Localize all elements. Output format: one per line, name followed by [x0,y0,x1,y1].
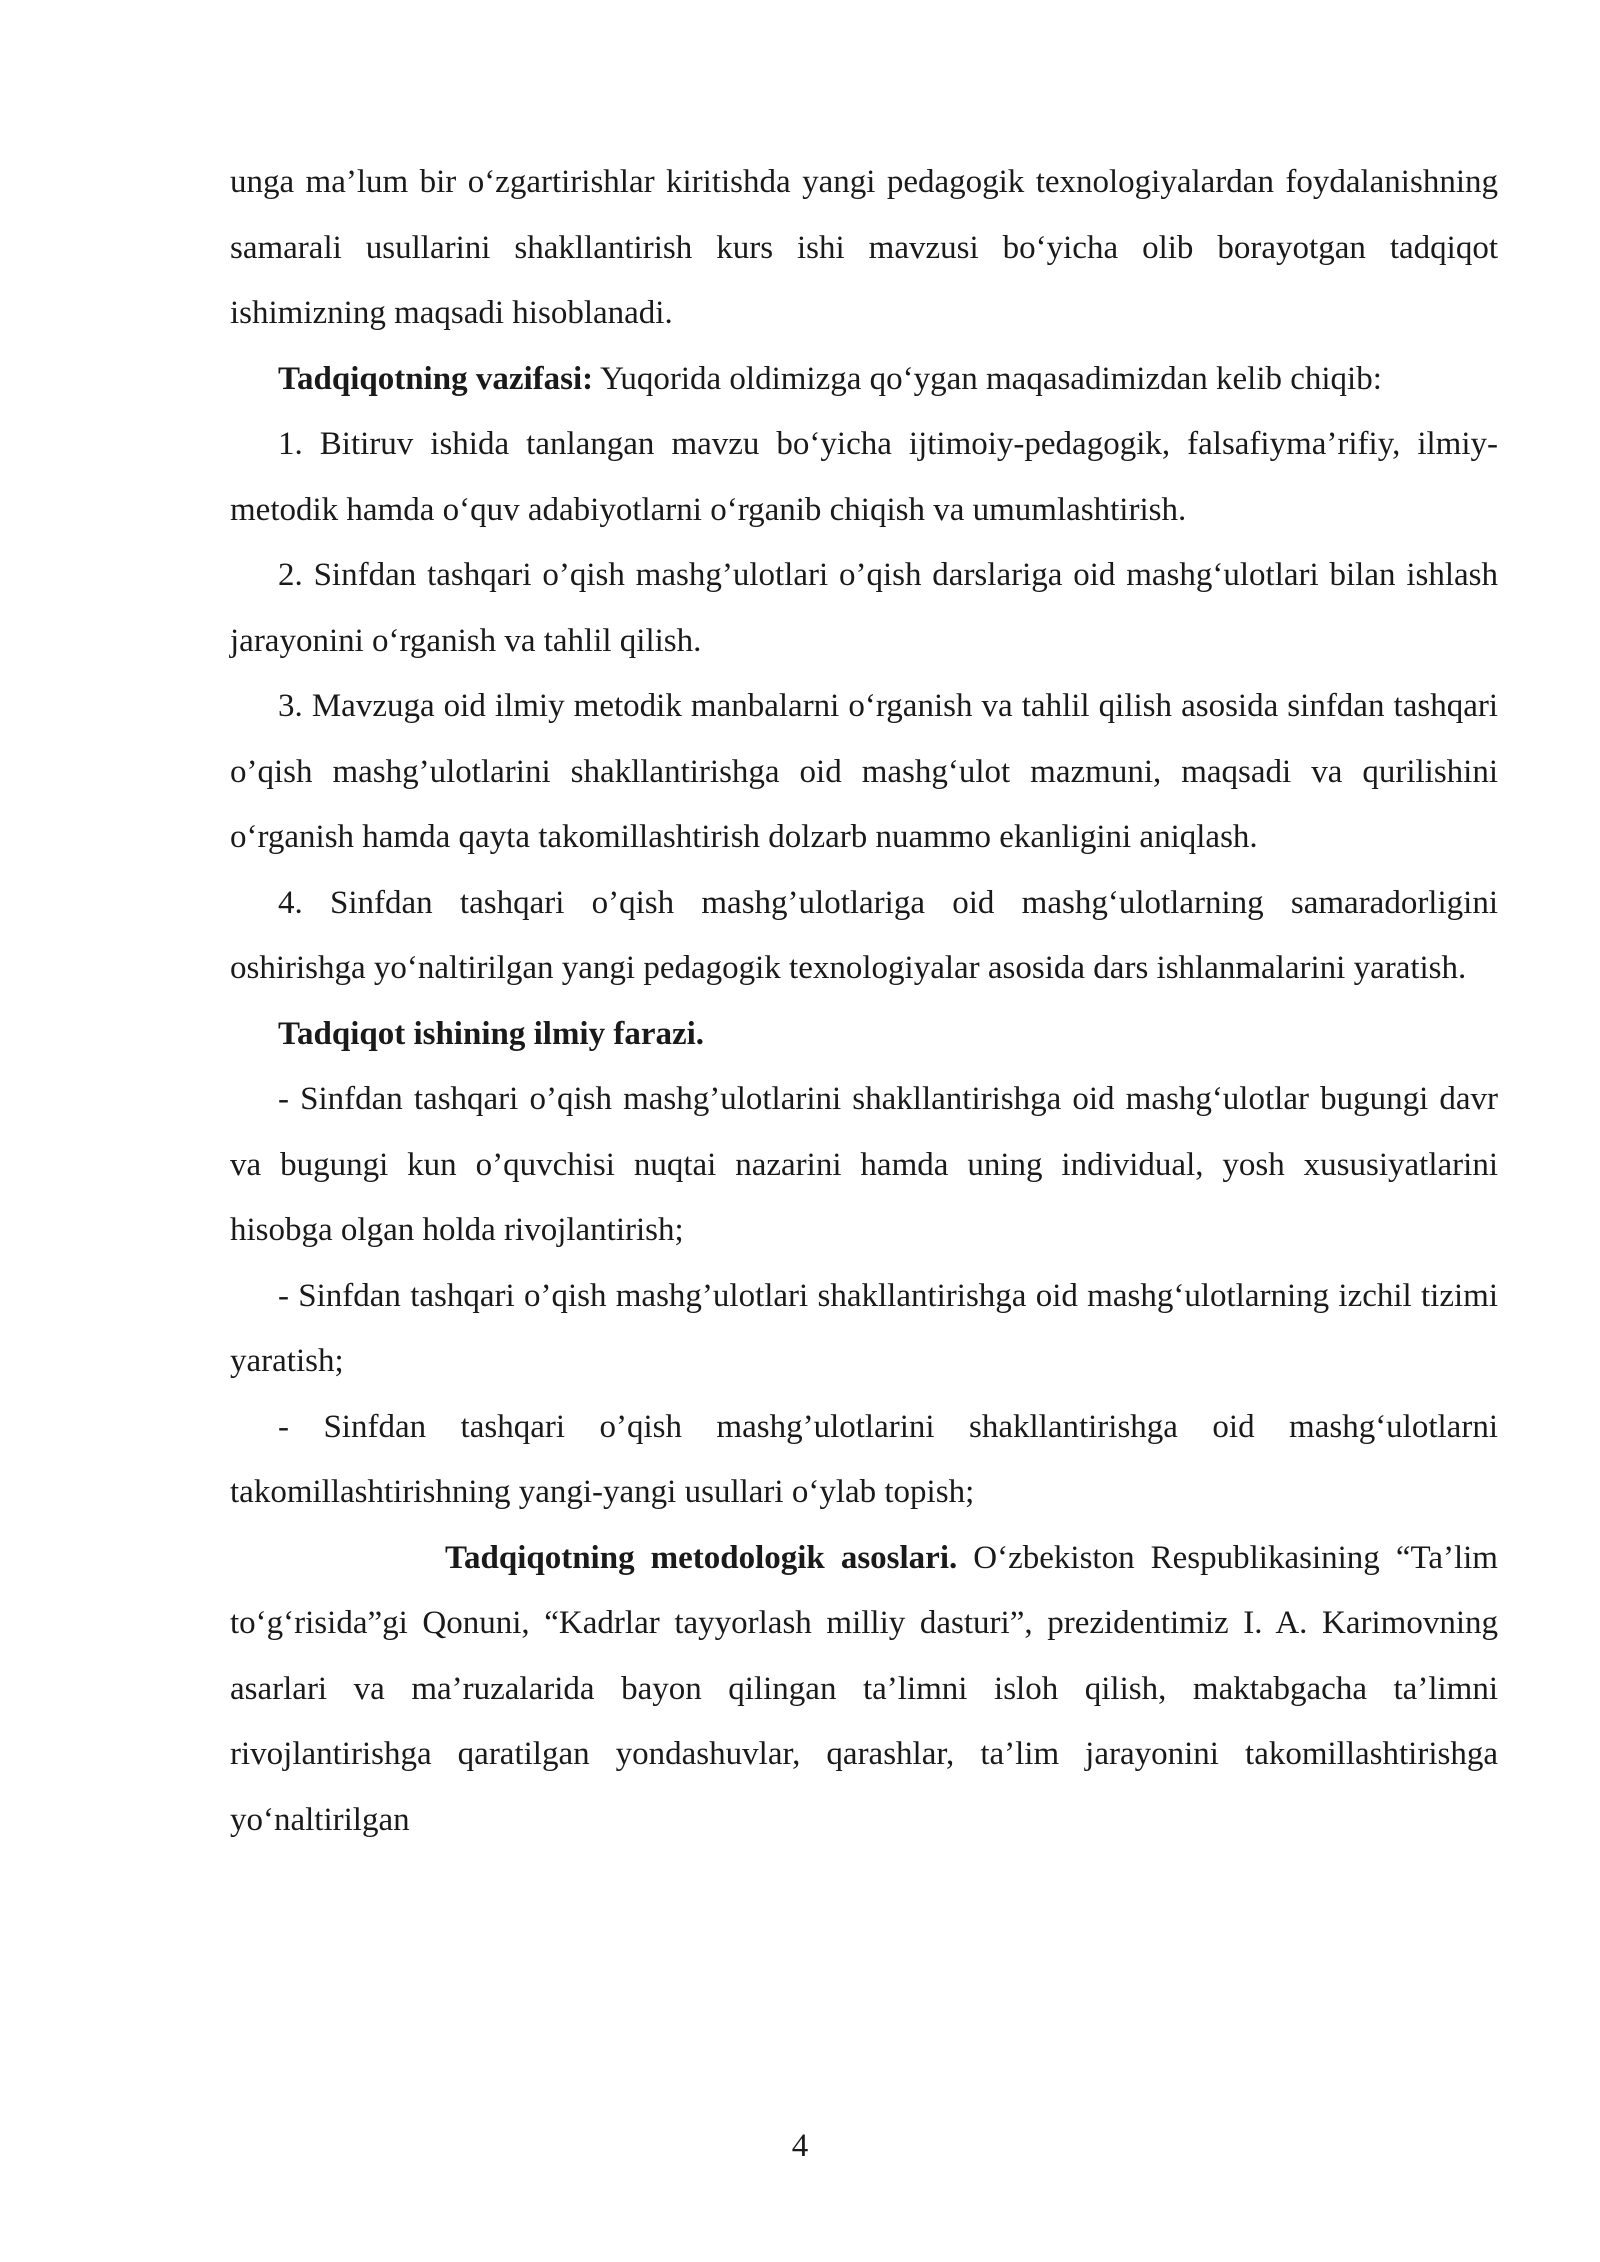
hypothesis-item-1: - Sinfdan tashqari o’qish mashg’ulotlarini shakllantirishga oid mashg‘ulotlar bugungi davr va bugungi kun o’quvchisi nuqtai nazarini hamda uning individual, yosh xususiyatlarini hisobga olgan holda rivojlantirish; [230,1081,1498,1248]
task-item-1: 1. Bitiruv ishida tanlangan mavzu bo‘yicha ijtimoiy-pedagogik, falsafiyma’rifiy, ilmiy-metodik hamda o‘quv adabiyotlarni o‘rganib chiqish va umumlashtirish. [230,426,1498,528]
hypothesis-heading: Tadqiqot ishining ilmiy farazi. [278,1015,705,1052]
task-item-3: 3. Mavzuga oid ilmiy metodik manbalarni o‘rganish va tahlil qilish asosida sinfdan tashqari o’qish mashg’ulotlarini shakllantirishga oid mashg‘ulot mazmuni, maqsadi va qurilishini o‘rganish hamda qayta takomillashtirish dolzarb nuammo ekanligini aniqlash. [230,688,1498,855]
document-page [230,150,1498,1853]
task-item-4: 4. Sinfdan tashqari o’qish mashg’ulotlariga oid mashg‘ulotlarning samaradorligini oshirishga yo‘naltirilgan yangi pedagogik texnologiyalar asosida dars ishlanmalarini yaratish. [230,884,1498,986]
tasks-label: Tadqiqotning vazifasi: [278,360,594,397]
task-item-2: 2. Sinfdan tashqari o’qish mashg’ulotlari o’qish darslariga oid mashg‘ulotlari bilan ishlash jarayonini o‘rganish va tahlil qilish. [230,557,1498,659]
methodology-label: Tadqiqotning metodologik asoslari. [445,1539,958,1576]
tasks-text: Yuqorida oldimizga qo‘ygan maqasadimizdan kelib chiqib: [593,360,1382,397]
methodology-text: O‘zbekiston Respublikasining “Ta’lim to‘g‘risida”gi Qonuni, “Kadrlar tayyorlash milliy dasturi”, prezidentimiz I. A. Karimovning asarlari va ma’ruzalarida bayon qilingan ta’limni isloh qilish, maktabgacha ta’limni rivojlantirishga qaratilgan yondashuvlar, qarashlar, ta’lim jarayonini takomillashtirishga yo‘naltirilgan [230,1539,1498,1838]
page-number: 4 [791,2128,809,2164]
methodology-paragraph [230,1526,1498,1854]
hypothesis-item-2: - Sinfdan tashqari o’qish mashg’ulotlari shakllantirishga oid mashg‘ulotlarning izchil tizimi yaratish; [230,1277,1498,1379]
hypothesis-item-3: - Sinfdan tashqari o’qish mashg’ulotlarini shakllantirishga oid mashg‘ulotlarni takomillashtirishning yangi-yangi usullari o‘ylab topish; [230,1408,1498,1510]
tasks-paragraph [230,347,1498,413]
intro-paragraph: unga ma’lum bir o‘zgartirishlar kiritishda yangi pedagogik texnologiyalardan foydalanishning samarali usullarini shakllantirish kurs ishi mavzusi bo‘yicha olib borayotgan tadqiqot ishimizning maqsadi hisoblanadi. [230,164,1498,331]
